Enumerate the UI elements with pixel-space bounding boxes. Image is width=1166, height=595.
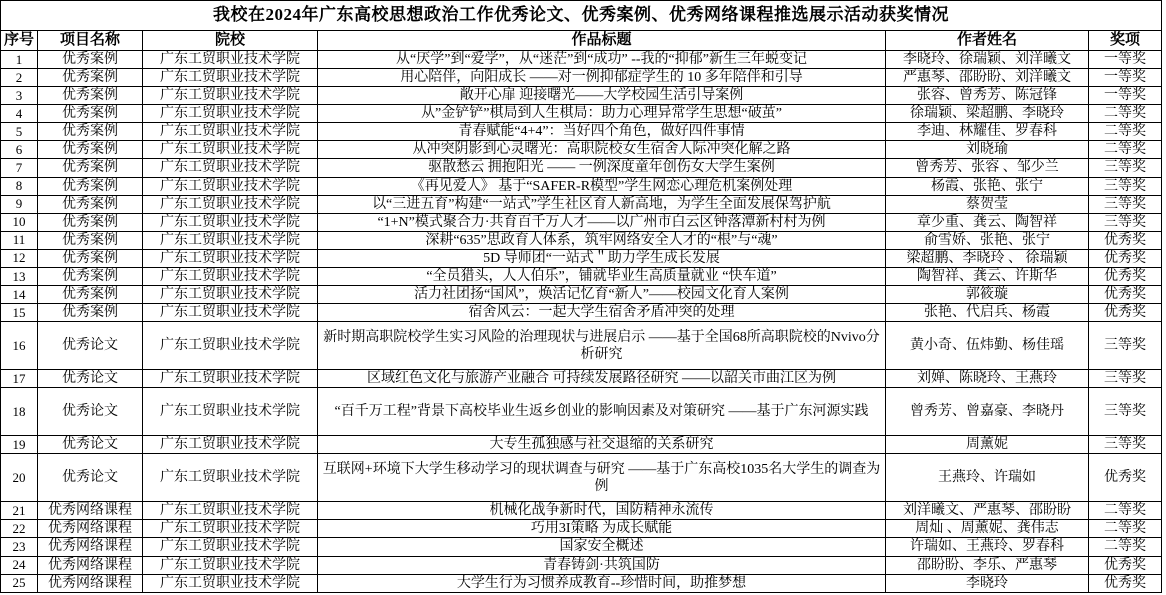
cell-school: 广东工贸职业技术学院 xyxy=(143,177,318,195)
cell-work-title: 青春赋能“4+4”：当好四个角色，做好四件事情 xyxy=(318,123,886,141)
table-row xyxy=(1,69,1162,87)
cell-work-title: 5D 导师团“一站式＂助力学生成长发展 xyxy=(318,249,886,267)
column-header-title: 作品标题 xyxy=(318,31,886,51)
cell-category: 优秀论文 xyxy=(38,454,143,502)
cell-award: 二等奖 xyxy=(1089,502,1162,520)
cell-school: 广东工贸职业技术学院 xyxy=(143,322,318,370)
cell-authors: 王燕玲、许瑞如 xyxy=(886,454,1089,502)
cell-authors: 刘洋曦文、严惠琴、邵盼盼 xyxy=(886,502,1089,520)
cell-serial-number: 17 xyxy=(1,370,38,388)
cell-award: 三等奖 xyxy=(1089,213,1162,231)
cell-serial-number: 8 xyxy=(1,177,38,195)
cell-award: 三等奖 xyxy=(1089,159,1162,177)
cell-authors: 郭筱璇 xyxy=(886,286,1089,304)
table-row xyxy=(1,304,1162,322)
cell-category: 优秀案例 xyxy=(38,213,143,231)
table-row xyxy=(1,141,1162,159)
cell-work-title: 互联网+环境下大学生移动学习的现状调查与研究 ——基于广东高校1035名大学生的调查为例 xyxy=(318,454,886,502)
cell-authors: 蔡贺莹 xyxy=(886,195,1089,213)
cell-work-title: 用心陪伴，向阳成长 ——对一例抑郁症学生的 10 多年陪伴和引导 xyxy=(318,69,886,87)
cell-award: 二等奖 xyxy=(1089,123,1162,141)
cell-serial-number: 18 xyxy=(1,388,38,436)
cell-award: 三等奖 xyxy=(1089,322,1162,370)
cell-serial-number: 16 xyxy=(1,322,38,370)
table-row xyxy=(1,177,1162,195)
cell-school: 广东工贸职业技术学院 xyxy=(143,249,318,267)
cell-work-title: 以“三进五育”构建“一站式”学生社区育人新高地，为学生全面发展保驾护航 xyxy=(318,195,886,213)
cell-school: 广东工贸职业技术学院 xyxy=(143,304,318,322)
cell-serial-number: 7 xyxy=(1,159,38,177)
cell-serial-number: 6 xyxy=(1,141,38,159)
cell-serial-number: 14 xyxy=(1,286,38,304)
cell-work-title: 大学生行为习惯养成教育--珍惜时间，助推梦想 xyxy=(318,574,886,592)
cell-work-title: 新时期高职院校学生实习风险的治理现状与进展启示 ——基于全国68所高职院校的Nvivo分析研究 xyxy=(318,322,886,370)
cell-award: 优秀奖 xyxy=(1089,574,1162,592)
cell-school: 广东工贸职业技术学院 xyxy=(143,556,318,574)
cell-category: 优秀网络课程 xyxy=(38,502,143,520)
cell-award: 优秀奖 xyxy=(1089,454,1162,502)
cell-serial-number: 23 xyxy=(1,538,38,556)
cell-authors: 李晓玲 xyxy=(886,574,1089,592)
cell-category: 优秀论文 xyxy=(38,370,143,388)
cell-serial-number: 11 xyxy=(1,231,38,249)
cell-serial-number: 3 xyxy=(1,87,38,105)
table-row xyxy=(1,370,1162,388)
table-body xyxy=(1,51,1162,593)
cell-serial-number: 22 xyxy=(1,520,38,538)
column-header-school: 院校 xyxy=(143,31,318,51)
cell-school: 广东工贸职业技术学院 xyxy=(143,159,318,177)
table-row xyxy=(1,123,1162,141)
cell-authors: 杨霞、张艳、张宁 xyxy=(886,177,1089,195)
cell-category: 优秀案例 xyxy=(38,304,143,322)
cell-school: 广东工贸职业技术学院 xyxy=(143,195,318,213)
cell-serial-number: 19 xyxy=(1,436,38,454)
cell-award: 优秀奖 xyxy=(1089,286,1162,304)
cell-serial-number: 20 xyxy=(1,454,38,502)
table-row xyxy=(1,105,1162,123)
cell-authors: 刘婵、陈晓玲、王燕玲 xyxy=(886,370,1089,388)
table-row xyxy=(1,538,1162,556)
cell-category: 优秀案例 xyxy=(38,105,143,123)
cell-school: 广东工贸职业技术学院 xyxy=(143,105,318,123)
cell-authors: 张容、曾秀芳、陈冠锋 xyxy=(886,87,1089,105)
table-row xyxy=(1,502,1162,520)
table-row xyxy=(1,556,1162,574)
cell-serial-number: 25 xyxy=(1,574,38,592)
cell-award: 优秀奖 xyxy=(1089,304,1162,322)
table-row xyxy=(1,388,1162,436)
cell-work-title: 敞开心扉 迎接曙光——大学校园生活引导案例 xyxy=(318,87,886,105)
cell-authors: 李晓玲、徐瑞颖、刘洋曦文 xyxy=(886,51,1089,69)
cell-award: 一等奖 xyxy=(1089,69,1162,87)
cell-authors: 梁超鹏、李晓玲 、 徐瑞颖 xyxy=(886,249,1089,267)
cell-authors: 陶智祥、龚云、许斯华 xyxy=(886,267,1089,285)
cell-serial-number: 5 xyxy=(1,123,38,141)
cell-work-title: 青春铸剑·共筑国防 xyxy=(318,556,886,574)
cell-category: 优秀网络课程 xyxy=(38,520,143,538)
cell-school: 广东工贸职业技术学院 xyxy=(143,454,318,502)
table-row xyxy=(1,322,1162,370)
cell-work-title: 巧用3I策略 为成长赋能 xyxy=(318,520,886,538)
cell-award: 三等奖 xyxy=(1089,436,1162,454)
cell-work-title: 国家安全概述 xyxy=(318,538,886,556)
cell-work-title: 《再见爱人》 基于“SAFER-R模型”学生网恋心理危机案例处理 xyxy=(318,177,886,195)
cell-category: 优秀案例 xyxy=(38,286,143,304)
table-row xyxy=(1,51,1162,69)
cell-serial-number: 2 xyxy=(1,69,38,87)
table-title-row xyxy=(1,1,1162,31)
cell-category: 优秀论文 xyxy=(38,436,143,454)
cell-category: 优秀案例 xyxy=(38,159,143,177)
cell-school: 广东工贸职业技术学院 xyxy=(143,87,318,105)
cell-award: 优秀奖 xyxy=(1089,556,1162,574)
cell-category: 优秀案例 xyxy=(38,141,143,159)
cell-authors: 俞雪娇、张艳、张宁 xyxy=(886,231,1089,249)
cell-work-title: “1+N”模式聚合力·共育百千万人才——以广州市白云区钟落潭新村村为例 xyxy=(318,213,886,231)
cell-work-title: 从”金铲铲”棋局到人生棋局：助力心理异常学生思想“破茧” xyxy=(318,105,886,123)
cell-school: 广东工贸职业技术学院 xyxy=(143,538,318,556)
cell-school: 广东工贸职业技术学院 xyxy=(143,213,318,231)
table-row xyxy=(1,231,1162,249)
cell-serial-number: 24 xyxy=(1,556,38,574)
cell-category: 优秀案例 xyxy=(38,51,143,69)
cell-authors: 曾秀芳、张容 、邹少兰 xyxy=(886,159,1089,177)
cell-award: 二等奖 xyxy=(1089,520,1162,538)
cell-school: 广东工贸职业技术学院 xyxy=(143,123,318,141)
cell-work-title: 大专生孤独感与社交退缩的关系研究 xyxy=(318,436,886,454)
cell-authors: 邵盼盼、李乐、严惠琴 xyxy=(886,556,1089,574)
table-row xyxy=(1,267,1162,285)
cell-award: 二等奖 xyxy=(1089,105,1162,123)
cell-school: 广东工贸职业技术学院 xyxy=(143,267,318,285)
cell-category: 优秀案例 xyxy=(38,231,143,249)
cell-work-title: 驱散愁云 拥抱阳光 —— 一例深度童年创伤女大学生案例 xyxy=(318,159,886,177)
cell-school: 广东工贸职业技术学院 xyxy=(143,141,318,159)
table-row xyxy=(1,87,1162,105)
cell-award: 一等奖 xyxy=(1089,87,1162,105)
cell-work-title: 区域红色文化与旅游产业融合 可持续发展路径研究 ——以韶关市曲江区为例 xyxy=(318,370,886,388)
cell-category: 优秀案例 xyxy=(38,195,143,213)
cell-category: 优秀案例 xyxy=(38,87,143,105)
table-row xyxy=(1,454,1162,502)
cell-award: 二等奖 xyxy=(1089,538,1162,556)
cell-category: 优秀案例 xyxy=(38,177,143,195)
cell-authors: 张艳、代启兵、杨霞 xyxy=(886,304,1089,322)
cell-school: 广东工贸职业技术学院 xyxy=(143,520,318,538)
table-row xyxy=(1,286,1162,304)
cell-authors: 黄小奇、伍炜勤、杨佳瑶 xyxy=(886,322,1089,370)
table-row xyxy=(1,159,1162,177)
cell-serial-number: 10 xyxy=(1,213,38,231)
cell-category: 优秀案例 xyxy=(38,69,143,87)
cell-serial-number: 4 xyxy=(1,105,38,123)
cell-authors: 周灿 、周薰妮、龚伟志 xyxy=(886,520,1089,538)
cell-work-title: 深耕“635”思政育人体系，筑牢网络安全人才的“根”与“魂” xyxy=(318,231,886,249)
cell-category: 优秀网络课程 xyxy=(38,538,143,556)
page-title: 我校在2024年广东高校思想政治工作优秀论文、优秀案例、优秀网络课程推选展示活动获奖情况 xyxy=(1,1,1162,31)
cell-work-title: 从“厌学”到“爱学”，从“迷茫”到“成功” --我的“抑郁”新生三年蜕变记 xyxy=(318,51,886,69)
cell-authors: 章少重、龚云、陶智祥 xyxy=(886,213,1089,231)
cell-school: 广东工贸职业技术学院 xyxy=(143,69,318,87)
cell-category: 优秀论文 xyxy=(38,322,143,370)
cell-authors: 曾秀芳、曾嘉豪、李晓丹 xyxy=(886,388,1089,436)
cell-award: 优秀奖 xyxy=(1089,231,1162,249)
cell-category: 优秀案例 xyxy=(38,249,143,267)
cell-category: 优秀案例 xyxy=(38,123,143,141)
cell-school: 广东工贸职业技术学院 xyxy=(143,436,318,454)
cell-authors: 许瑞如、王燕玲、罗春科 xyxy=(886,538,1089,556)
cell-award: 三等奖 xyxy=(1089,195,1162,213)
cell-award: 二等奖 xyxy=(1089,141,1162,159)
cell-work-title: 宿舍风云：一起大学生宿舍矛盾冲突的处理 xyxy=(318,304,886,322)
cell-authors: 徐瑞颖、梁超鹏、李晓玲 xyxy=(886,105,1089,123)
cell-authors: 刘晓瑜 xyxy=(886,141,1089,159)
cell-serial-number: 13 xyxy=(1,267,38,285)
cell-serial-number: 1 xyxy=(1,51,38,69)
cell-school: 广东工贸职业技术学院 xyxy=(143,370,318,388)
cell-award: 优秀奖 xyxy=(1089,267,1162,285)
cell-school: 广东工贸职业技术学院 xyxy=(143,286,318,304)
cell-serial-number: 9 xyxy=(1,195,38,213)
cell-category: 优秀网络课程 xyxy=(38,574,143,592)
table-row xyxy=(1,520,1162,538)
cell-work-title: 从冲突阴影到心灵曙光：高职院校女生宿舍人际冲突化解之路 xyxy=(318,141,886,159)
column-header-award: 奖项 xyxy=(1089,31,1162,51)
cell-work-title: 机械化战争新时代，国防精神永流传 xyxy=(318,502,886,520)
cell-serial-number: 15 xyxy=(1,304,38,322)
cell-school: 广东工贸职业技术学院 xyxy=(143,574,318,592)
cell-work-title: 活力社团扬“国风”，焕活记忆育“新人”——校园文化育人案例 xyxy=(318,286,886,304)
cell-award: 三等奖 xyxy=(1089,370,1162,388)
cell-award: 优秀奖 xyxy=(1089,249,1162,267)
cell-school: 广东工贸职业技术学院 xyxy=(143,388,318,436)
cell-authors: 周薰妮 xyxy=(886,436,1089,454)
cell-school: 广东工贸职业技术学院 xyxy=(143,51,318,69)
cell-work-title: “百千万工程”背景下高校毕业生返乡创业的影响因素及对策研究 ——基于广东河源实践 xyxy=(318,388,886,436)
cell-authors: 李迪、林耀佳、罗春科 xyxy=(886,123,1089,141)
table-header-row xyxy=(1,31,1162,51)
table-row xyxy=(1,213,1162,231)
table-row xyxy=(1,436,1162,454)
column-header-category: 项目名称 xyxy=(38,31,143,51)
cell-school: 广东工贸职业技术学院 xyxy=(143,502,318,520)
cell-category: 优秀网络课程 xyxy=(38,556,143,574)
table-row xyxy=(1,574,1162,592)
cell-school: 广东工贸职业技术学院 xyxy=(143,231,318,249)
cell-award: 一等奖 xyxy=(1089,51,1162,69)
cell-category: 优秀论文 xyxy=(38,388,143,436)
cell-award: 三等奖 xyxy=(1089,388,1162,436)
cell-award: 三等奖 xyxy=(1089,177,1162,195)
table-row xyxy=(1,249,1162,267)
cell-serial-number: 12 xyxy=(1,249,38,267)
column-header-no: 序号 xyxy=(1,31,38,51)
table-row xyxy=(1,195,1162,213)
cell-work-title: “全员猎头，人人伯乐”，铺就毕业生高质量就业 “快车道” xyxy=(318,267,886,285)
cell-category: 优秀案例 xyxy=(38,267,143,285)
cell-serial-number: 21 xyxy=(1,502,38,520)
cell-authors: 严惠琴、邵盼盼、刘洋曦文 xyxy=(886,69,1089,87)
column-header-authors: 作者姓名 xyxy=(886,31,1089,51)
